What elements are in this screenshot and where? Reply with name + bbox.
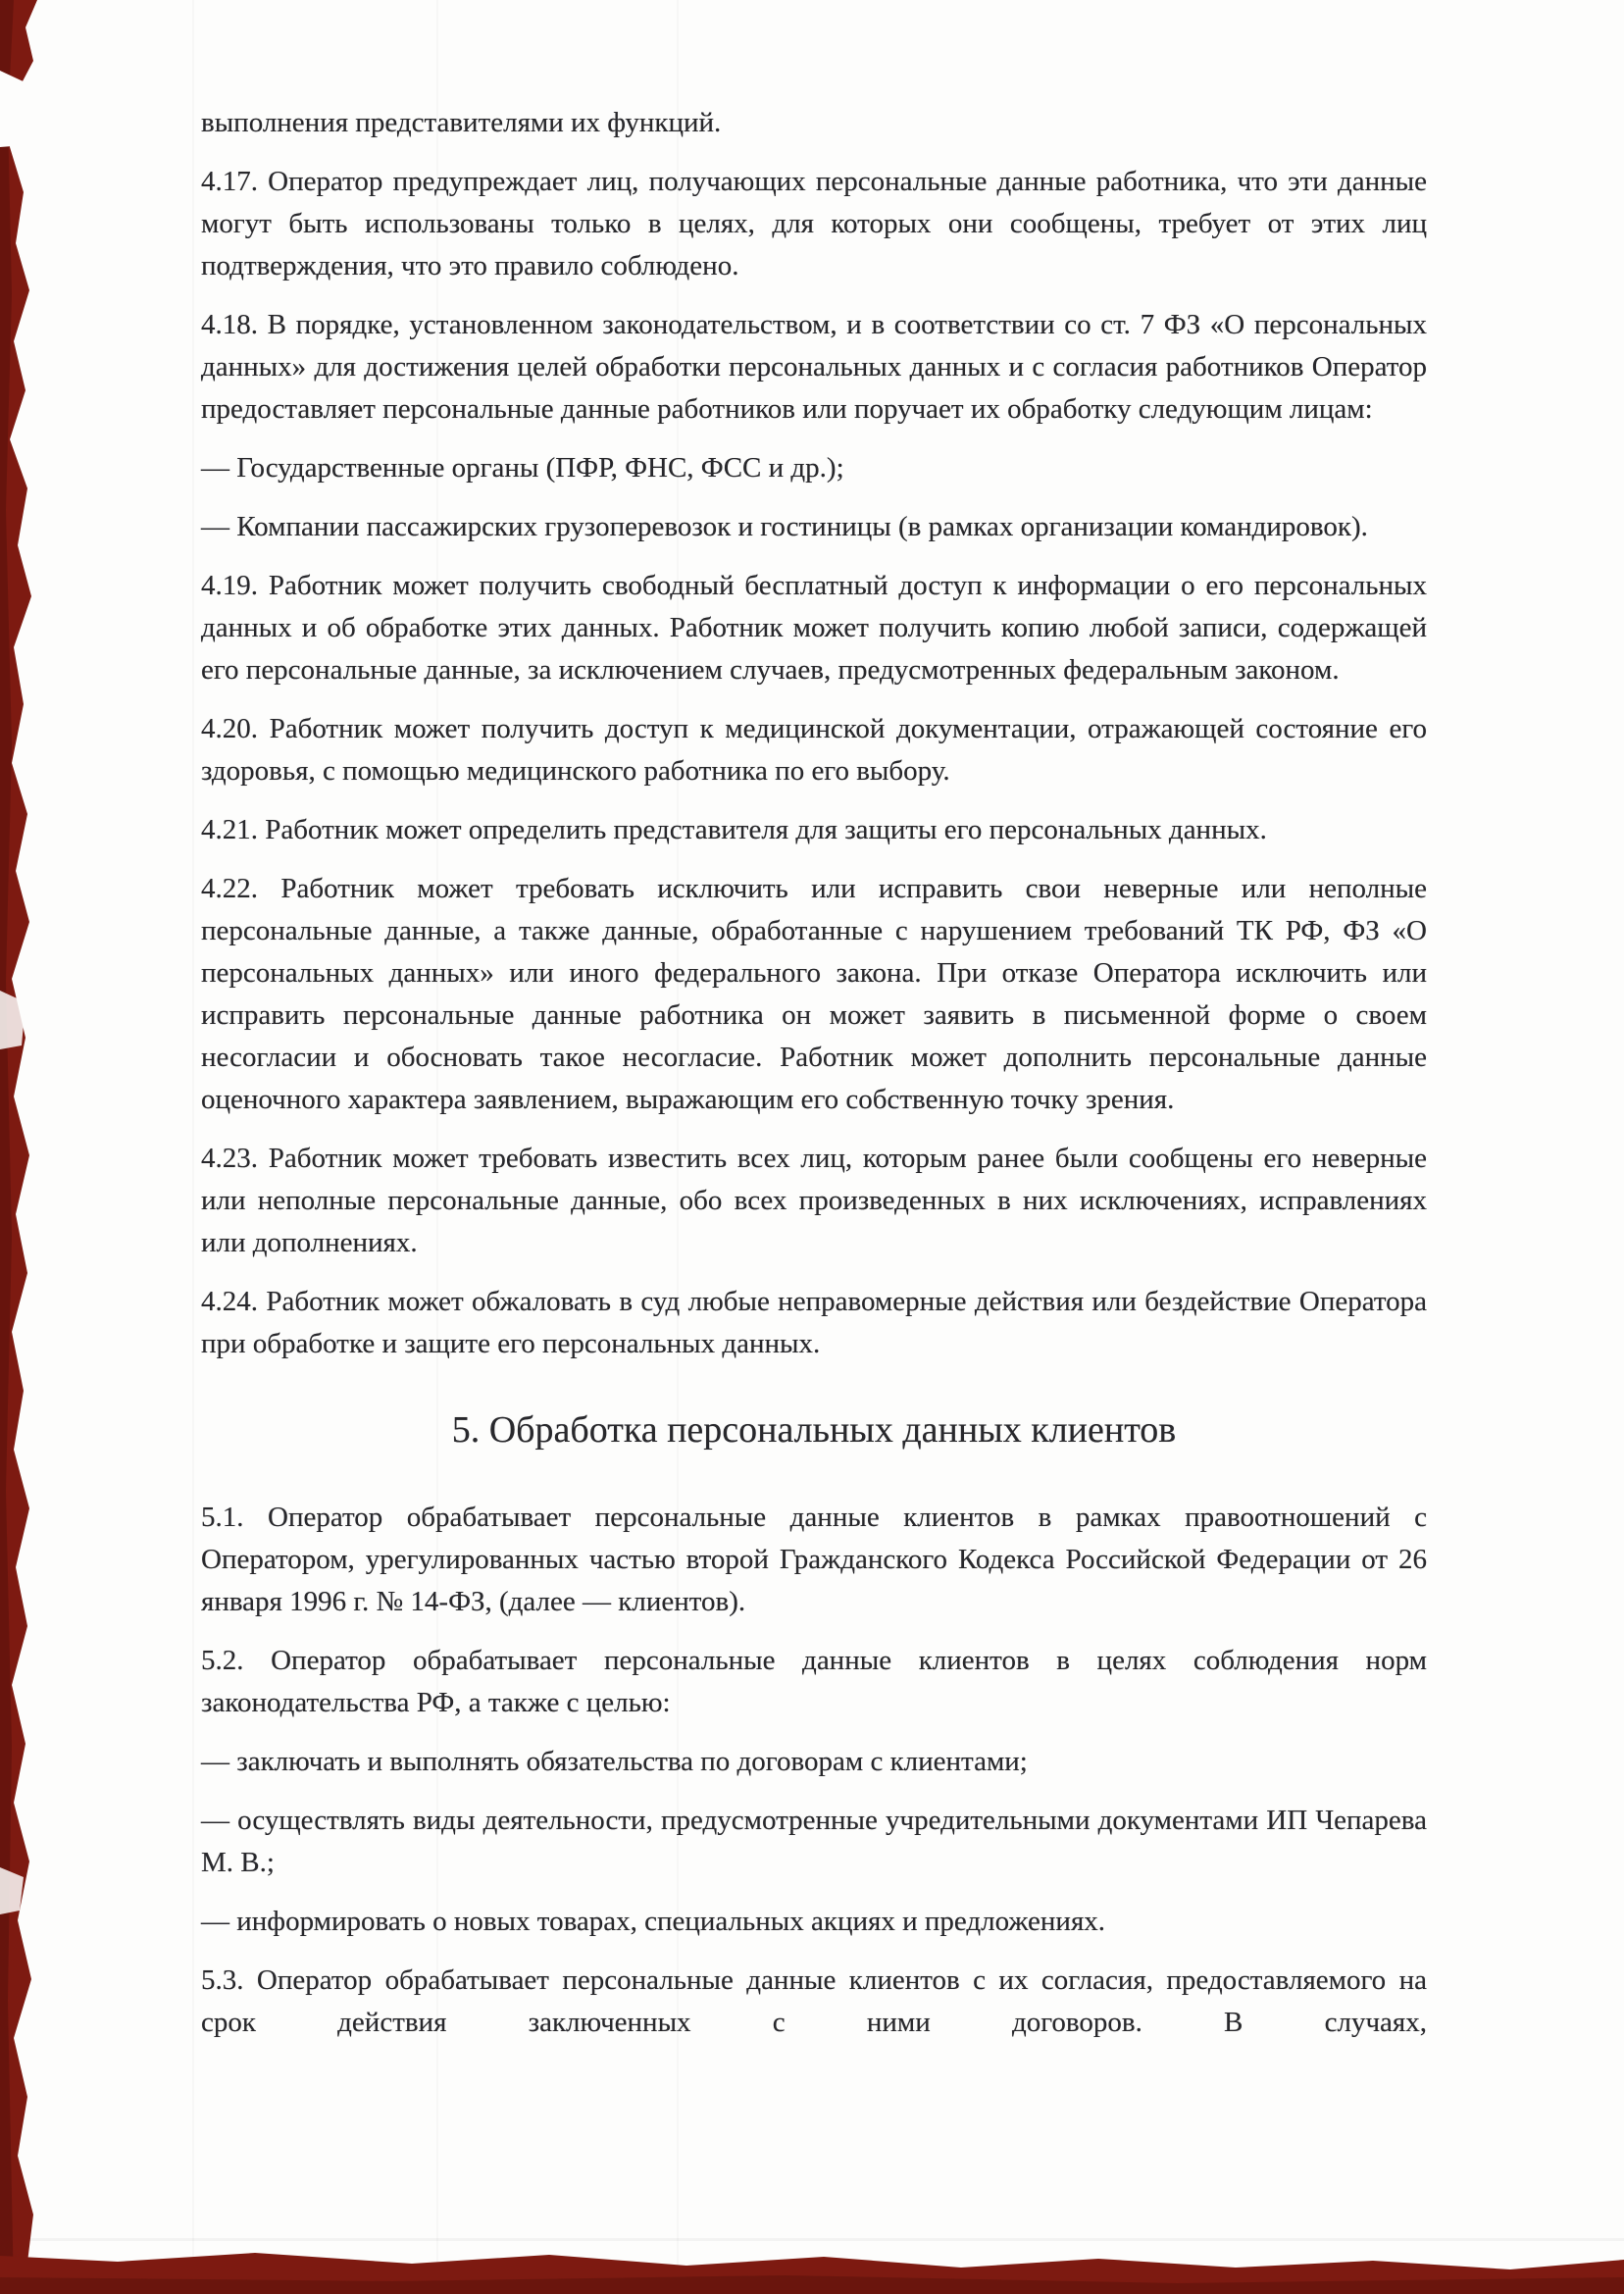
paragraph: 4.23. Работник может требовать известить всех лиц, которым ранее были сообщены его неверные или неполные персональные данные, обо всех произведенных в них исключениях, исправлениях или дополнениях.: [201, 1143, 1427, 1258]
scan-streak: [192, 0, 194, 2294]
paragraph: 4.18. В порядке, установленном законодательством, и в соответствии со ст. 7 ФЗ «О персональных данных» для достижения целей обработки персональных данных и с согласия работников Оператор предоставляет персональные данные работников или поручает их обработку следующим лицам:: [201, 309, 1427, 425]
scan-bar-bottom-shade: [0, 2275, 1624, 2294]
document-content: [201, 102, 1427, 2061]
torn-edge-gap: [0, 991, 25, 1049]
paragraph: 4.21. Работник может определить представителя для защиты его персональных данных.: [201, 814, 1267, 845]
scan-bar-bottom-artifact: [0, 2253, 1624, 2294]
paragraph: 4.22. Работник может требовать исключить или исправить свои неверные или неполные персональные данные, а также данные, обработанные с нарушением требований ТК РФ, ФЗ «О персональных данных» или иного федерального закона. При отказе Оператора исключить или исправить персональные данные работника он может заявить в письменной форме о своем несогласии и обосновать такое несогласие. Работник может дополнить персональные данные оценочного характера заявлением, выражающим его собственную точку зрения.: [201, 873, 1427, 1115]
list-item: — Государственные органы (ПФР, ФНС, ФСС и др.);: [201, 452, 844, 484]
paragraph: выполнения представителями их функций.: [201, 107, 722, 138]
torn-edge-left-artifact: [0, 0, 37, 2294]
paragraph: 4.19. Работник может получить свободный бесплатный доступ к информации о его персональных данных и об обработке этих данных. Работник может получить копию любой записи, содержащей его персональные данные, за исключением случаев, предусмотренных федеральным законом.: [201, 570, 1427, 686]
scan-line: [0, 2238, 1624, 2241]
section-heading: 5. Обработка персональных данных клиентов: [451, 1409, 1177, 1451]
paragraph: 5.2. Оператор обрабатывает персональные данные клиентов в целях соблюдения норм законодательства РФ, а также с целью:: [201, 1645, 1427, 1718]
torn-edge-gap: [0, 71, 29, 147]
paragraph: 4.24. Работник может обжаловать в суд любые неправомерные действия или бездействие Оператора при обработке и защите его персональных данных.: [201, 1286, 1427, 1359]
paragraph: 4.17. Оператор предупреждает лиц, получающих персональные данные работника, что эти данные могут быть использованы только в целях, для которых они сообщены, требует от этих лиц подтверждения, что это правило соблюдено.: [201, 166, 1427, 281]
list-item: — осуществлять виды деятельности, предусмотренные учредительными документами ИП Чепарева М. В.;: [201, 1805, 1427, 1878]
list-item: — информировать о новых товарах, специальных акциях и предложениях.: [201, 1906, 1106, 1937]
paragraph: 4.20. Работник может получить доступ к медицинской документации, отражающей состояние его здоровья, с помощью медицинского работника по его выбору.: [201, 713, 1427, 787]
list-item: — заключать и выполнять обязательства по договорам с клиентами;: [201, 1746, 1028, 1777]
paragraph: 5.1. Оператор обрабатывает персональные данные клиентов в рамках правоотношений с Оператором, урегулированных частью второй Гражданского Кодекса Российской Федерации от 26 января 1996 г. № 14-ФЗ, (далее — клиентов).: [201, 1502, 1427, 1617]
paragraph: 5.3. Оператор обрабатывает персональные данные клиентов с их согласия, предоставляемого на срок действия заключенных с ними договоров. В случаях,: [201, 1964, 1427, 2038]
torn-edge-left-shade: [0, 0, 14, 2294]
list-item: — Компании пассажирских грузоперевозок и гостиницы (в рамках организации командировок).: [201, 511, 1368, 542]
torn-edge-gap: [0, 1867, 24, 1914]
